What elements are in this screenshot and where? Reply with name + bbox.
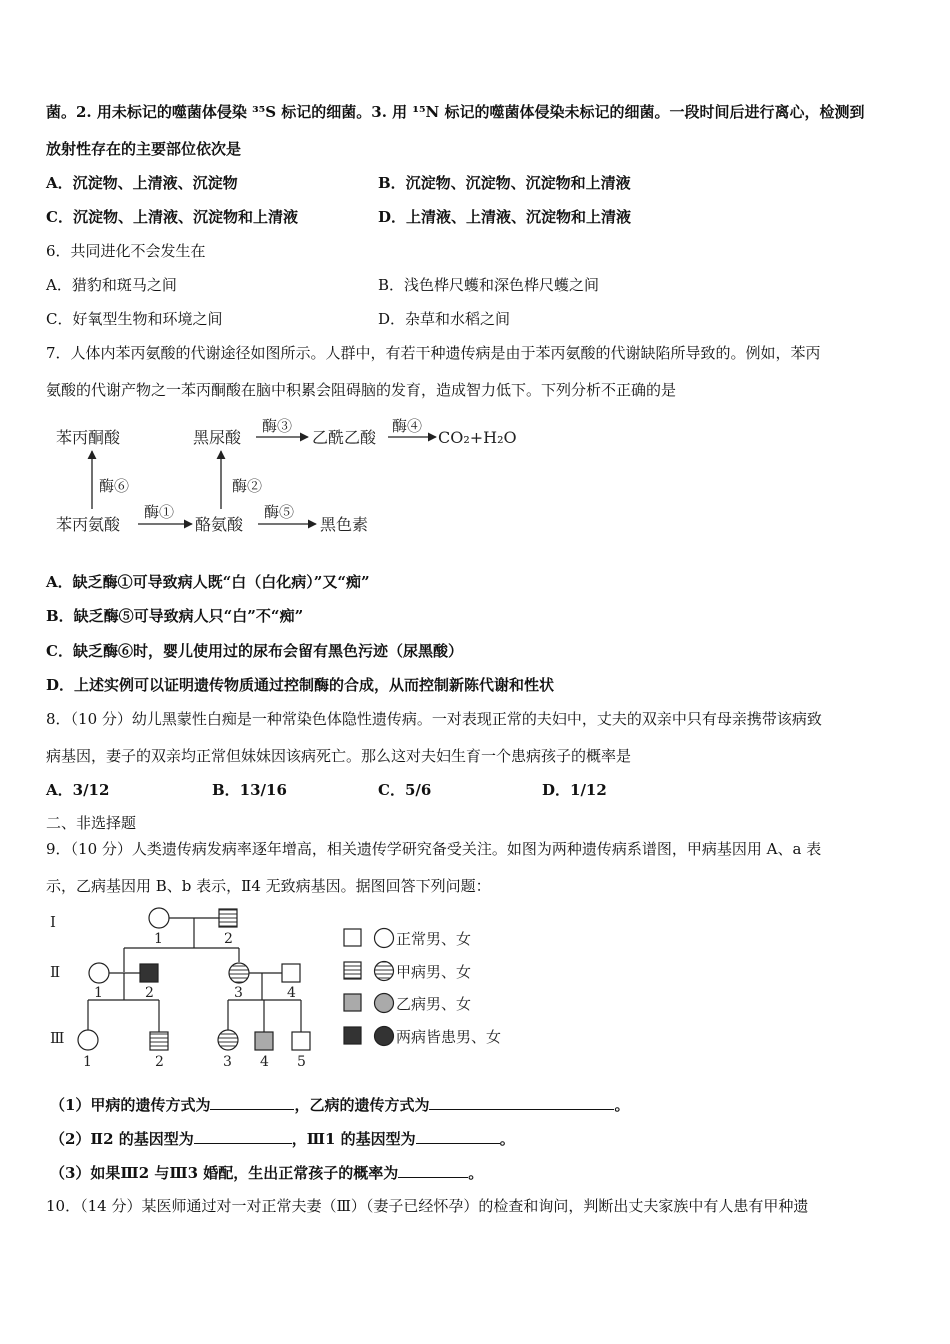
label-enzyme4: 酶④ [392,417,423,435]
q9-sub3-part1: （3）如果Ⅲ2 与Ⅲ3 婚配，生出正常孩子的概率为 [50,1164,399,1182]
legend-normal-female [375,929,394,948]
q8-option-b: B．13/16 [212,781,287,799]
pedigree-label-iii4: 4 [260,1054,269,1070]
q9-stem-line1: 9．（10 分）人类遗传病发病率逐年增高，相关遗传学研究备受关注。如图为两种遗传病系谱图，甲病基因用 A、a 表 [46,840,822,858]
pedigree-label-i1: 1 [154,931,163,947]
pedigree-label-ii2: 2 [145,985,154,1001]
pedigree-label-ii1: 1 [94,985,103,1001]
label-homogentisic: 黑尿酸 [193,428,242,447]
generation-ii-label: Ⅱ [50,963,61,981]
pedigree-legend [344,929,394,1046]
label-enzyme3: 酶③ [262,417,293,435]
q7-stem-line1: 7．人体内苯丙氨酸的代谢途径如图所示。人群中，有若干种遗传病是由于苯丙氨酸的代谢缺陷所导致的。例如，苯丙 [46,344,821,362]
q8-option-a: A．3/12 [46,781,110,799]
legend-disease-b-female [375,994,394,1013]
legend-both-male [344,1027,361,1044]
pedigree-i1-female-normal [149,908,169,928]
label-enzyme5: 酶⑤ [264,503,295,521]
legend-disease-a-male [344,962,361,979]
q9-sub2-part1: （2）Ⅱ2 的基因型为 [50,1130,194,1148]
q7-stem-line2: 氨酸的代谢产物之一苯丙酮酸在脑中积累会阻碍脑的发育，造成智力低下。下列分析不正确的是 [46,381,677,399]
legend-disease-a-female [375,962,394,981]
pedigree-label-iii1: 1 [83,1054,92,1070]
q9-sub3-blank1[interactable] [398,1162,468,1178]
legend-text-both: 两病皆患男、女 [396,1028,502,1046]
legend-text-disease-a: 甲病男、女 [396,963,472,981]
q5-option-c: C．沉淀物、上清液、沉淀物和上清液 [46,208,298,226]
generation-i-label: Ⅰ [50,913,56,931]
pedigree-label-ii3: 3 [234,985,243,1001]
pedigree-iii2-male-disease-a [150,1032,168,1050]
q5-option-a: A．沉淀物、上清液、沉淀物 [46,174,238,192]
q10-stem-line1: 10．（14 分）某医师通过对一对正常夫妻（Ⅲ）（妻子已经怀孕）的检查和询问，判断出丈夫家族中有人患有甲种遗 [46,1197,809,1215]
legend-text-normal: 正常男、女 [396,930,472,948]
pedigree-iii4-male-disease-b [255,1032,273,1050]
legend-normal-male [344,929,361,946]
section-heading: 二、非选择题 [46,814,137,832]
q8-stem-line2: 病基因，妻子的双亲均正常但妹妹因该病死亡。那么这对夫妇生育一个患病孩子的概率是 [46,747,632,765]
pedigree-iii1-female-normal [78,1030,98,1050]
label-phenylalanine: 苯丙氨酸 [56,515,121,534]
pedigree-ii2-male-both [140,964,158,982]
pedigree-chart [0,900,950,1080]
q9-sub1-blank2[interactable] [429,1094,614,1110]
legend-text-disease-b: 乙病男、女 [396,995,472,1013]
label-enzyme1: 酶① [144,503,175,521]
q7-option-b: B．缺乏酶⑤可导致病人只“白”不“痴” [46,607,304,625]
q5-option-b: B．沉淀物、沉淀物、沉淀物和上清液 [378,174,631,192]
q9-sub2-blank2[interactable] [416,1128,500,1144]
label-enzyme6: 酶⑥ [99,477,130,495]
pedigree-label-ii4: 4 [287,985,296,1001]
q9-sub2 [50,1128,515,1149]
pedigree-label-i2: 2 [224,931,233,947]
q6-option-a: A．猎豹和斑马之间 [46,276,177,294]
q9-sub2-blank1[interactable] [194,1128,292,1144]
label-phenylpyruvate: 苯丙酮酸 [56,428,121,447]
pedigree-label-iii2: 2 [155,1054,164,1070]
q6-option-d: D．杂草和水稻之间 [378,310,511,328]
q9-sub3 [50,1162,483,1183]
q5-option-d: D．上清液、上清液、沉淀物和上清液 [378,208,632,226]
legend-disease-b-male [344,994,361,1011]
q9-sub2-part2: ，Ⅲ1 的基因型为 [291,1130,416,1148]
label-melanin: 黑色素 [320,515,369,534]
legend-both-female [375,1027,394,1046]
label-co2h2o: CO₂+H₂O [438,428,517,447]
q9-sub1-part1: （1）甲病的遗传方式为 [50,1096,211,1114]
q6-stem: 6．共同进化不会发生在 [46,242,206,260]
pedigree-label-iii3: 3 [223,1054,232,1070]
pedigree-iii5-male-normal [292,1032,310,1050]
q9-sub1-end: 。 [614,1096,630,1114]
label-enzyme2: 酶② [232,477,263,495]
q9-sub1 [50,1094,629,1115]
q9-stem-line2: 示，乙病基因用 B、b 表示，Ⅱ4 无致病基因。据图回答下列问题： [46,877,491,895]
pedigree-ii3-female-disease-a [229,963,249,983]
q7-option-c: C．缺乏酶⑥时，婴儿使用过的尿布会留有黑色污迹（尿黑酸） [46,642,463,660]
generation-iii-label: Ⅲ [50,1029,65,1047]
pedigree-i2-male-disease-a [219,909,237,927]
q9-sub3-end: 。 [468,1164,484,1182]
q6-option-c: C．好氧型生物和环境之间 [46,310,223,328]
pedigree-iii3-female-disease-a [218,1030,238,1050]
q9-sub1-part2: ，乙病的遗传方式为 [294,1096,430,1114]
q7-option-d: D．上述实例可以证明遗传物质通过控制酶的合成，从而控制新陈代谢和性状 [46,676,555,694]
label-acetoacetate: 乙酰乙酸 [312,428,377,447]
metabolism-diagram [0,405,950,555]
q8-stem-line1: 8．（10 分）幼儿黑蒙性白痴是一种常染色体隐性遗传病。一对表现正常的夫妇中，丈夫的双亲中只有母亲携带该病致 [46,710,822,728]
pedigree-ii1-female-normal [89,963,109,983]
q8-option-d: D．1/12 [542,781,607,799]
q9-sub1-blank1[interactable] [210,1094,294,1110]
pedigree-ii4-male-normal [282,964,300,982]
q9-sub2-end: 。 [499,1130,515,1148]
q5-stem-line2: 放射性存在的主要部位依次是 [46,140,242,158]
pedigree-label-iii5: 5 [297,1054,306,1070]
q5-stem-line1: 菌。2. 用未标记的噬菌体侵染 ³⁵S 标记的细菌。3. 用 ¹⁵N 标记的噬菌体侵染未标记的细菌。一段时间后进行离心，检测到 [46,103,865,121]
q7-option-a: A．缺乏酶①可导致病人既“白（白化病）”又“痴” [46,573,370,591]
q6-option-b: B．浅色桦尺蠖和深色桦尺蠖之间 [378,276,600,294]
label-tyrosine: 酪氨酸 [195,515,244,534]
q8-option-c: C．5/6 [378,781,432,799]
